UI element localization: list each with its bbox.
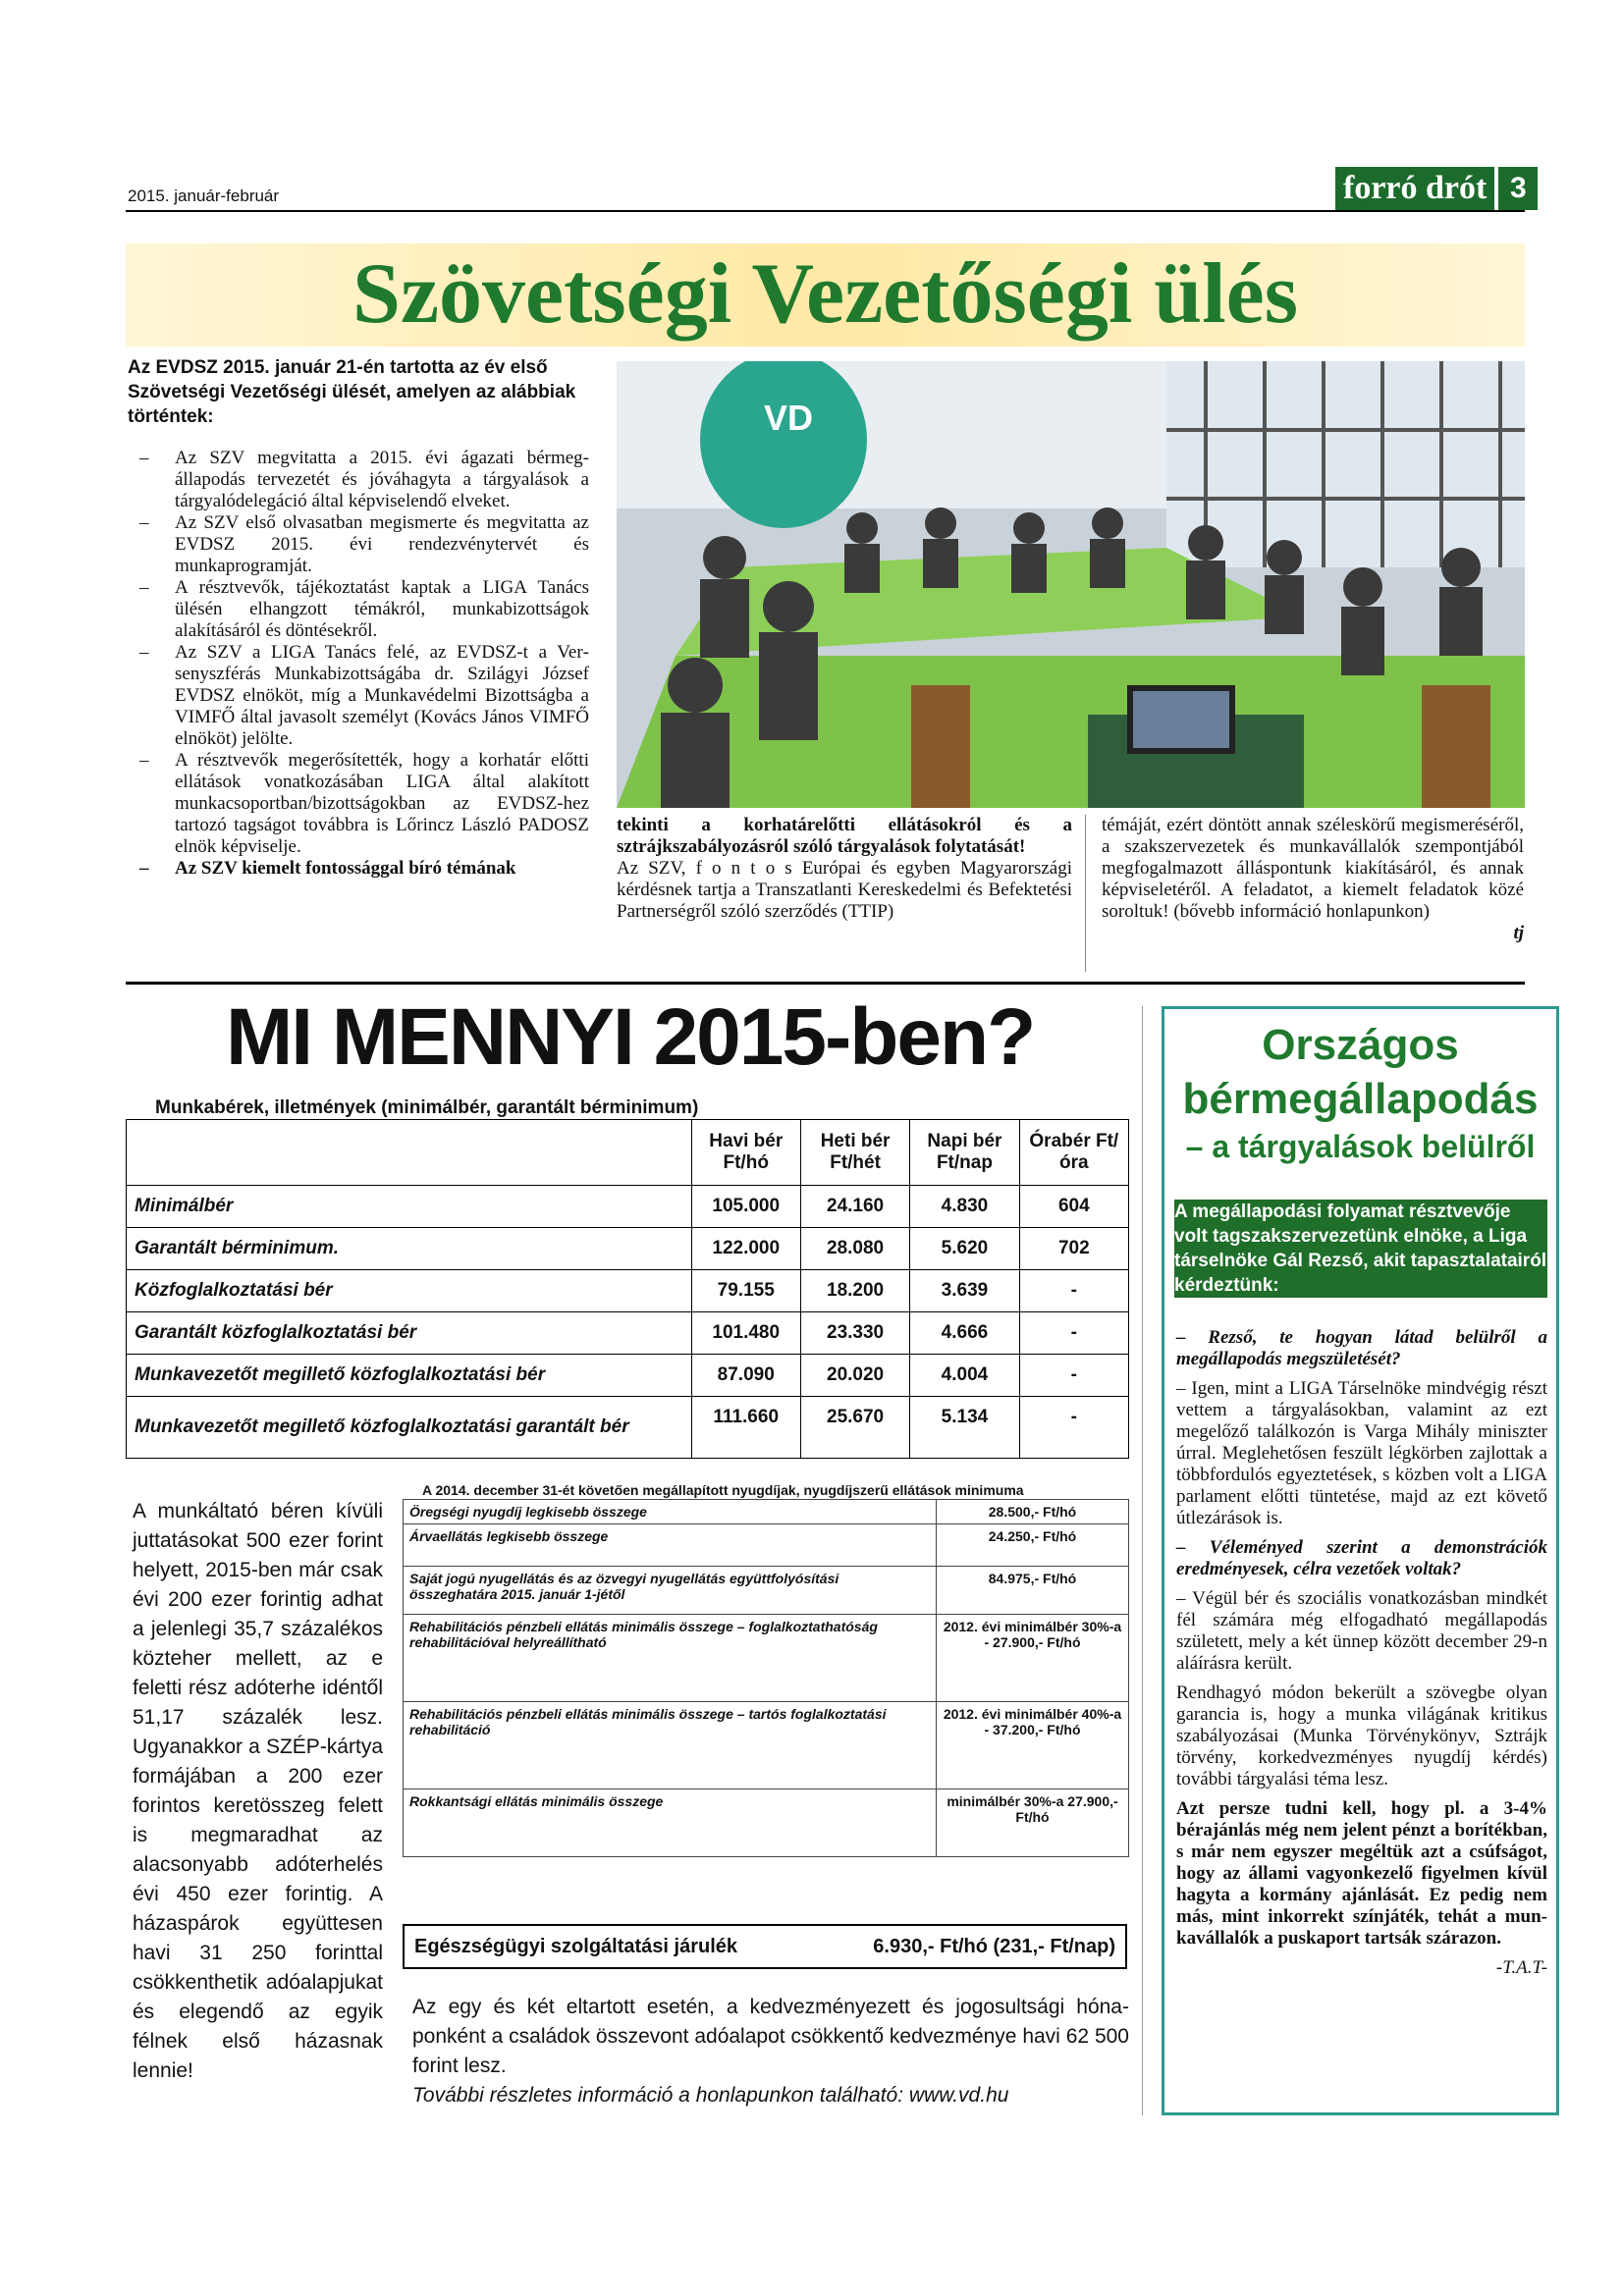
table-cell: 79.155 xyxy=(691,1270,800,1312)
table-header-empty xyxy=(127,1120,692,1186)
bullet-item: – A résztvevők, tájékoztatást kaptak a LIGA Tanács ülésén elhangzott témákról, munkabizottságok alakításáról és döntésekről. xyxy=(128,577,589,642)
table-row xyxy=(127,1397,1129,1459)
table-row xyxy=(404,1524,1129,1567)
meeting-photo xyxy=(617,361,1525,808)
row-label: Rehabilitációs pénzbeli ellátás minimális összege – foglalkoztathatóság rehabilitációval helyreállítható xyxy=(404,1615,937,1702)
row-label: Közfoglalkoztatási bér xyxy=(127,1270,692,1312)
sidebar-subtitle: – a tárgyalások belülről xyxy=(1185,1129,1536,1164)
interview-answer: – Igen, mint a LIGA Társelnöke mindvégig részt vettem a tárgyalásokban, valamint az ezt megelőző találkozón is Varga Mihály miniszter úrral. Meglehetősen feszült légkörben zajlottak a többfordulós egyeztetések, s közben volt a LIGA parlament előtti tüntetése, majd az ezt követő útlezárások is. xyxy=(1176,1378,1547,1528)
table-cell: - xyxy=(1019,1312,1128,1355)
table-cell: minimálbér 30%-a 27.900,- Ft/hó xyxy=(937,1789,1129,1857)
table-cell: 28.500,- Ft/hó xyxy=(937,1500,1129,1524)
interview-question: – Rezső, te hogyan látad belülről a megállapodás megszületését? xyxy=(1176,1327,1547,1369)
masthead-logo xyxy=(1335,167,1538,210)
article-column-2 xyxy=(617,815,1072,923)
table-row xyxy=(404,1567,1129,1615)
table-header: Heti bér Ft/hét xyxy=(800,1120,909,1186)
table-row xyxy=(127,1186,1129,1228)
author-signature: tj xyxy=(1513,923,1524,943)
row-label: Minimálbér xyxy=(127,1186,692,1228)
table-cell: 604 xyxy=(1019,1186,1128,1228)
table-row xyxy=(127,1312,1129,1355)
table-row xyxy=(404,1500,1129,1524)
table-row xyxy=(127,1355,1129,1397)
table-cell: 4.666 xyxy=(910,1312,1019,1355)
bullet-item: – Az SZV a LIGA Tanács felé, az EVDSZ-t a Versenyszférás Munkabizottságába dr. Szilágyi József EVDSZ elnököt, míg a Munkavédelmi Bizottságba a VIMFŐ által javasolt személyt (Kovács János VIMFŐ elnököt) jelölte. xyxy=(128,642,589,750)
sidebar-divider xyxy=(1142,1006,1143,2115)
table-cell: 28.080 xyxy=(800,1228,909,1270)
table-cell: 111.660 xyxy=(691,1397,800,1459)
article-column-3 xyxy=(1102,815,1524,944)
table-row xyxy=(404,1615,1129,1702)
row-label: Rokkantsági ellátás minimális összege xyxy=(404,1789,937,1857)
row-label: Rehabilitációs pénzbeli ellátás minimális összege – tartós foglalkoztatási rehabilitáció xyxy=(404,1702,937,1789)
row-label: Saját jogú nyugellátás és az özvegyi nyugellátás együttfolyósítási összeghatára 2015. január 1-jétől xyxy=(404,1567,937,1615)
website-link-text: További részletes információ a honlapunkon található: www.vd.hu xyxy=(412,2084,1009,2107)
section-divider xyxy=(126,982,1525,985)
table-cell: - xyxy=(1019,1397,1128,1459)
bullet-item: – A résztvevők megerősítették, hogy a korhatár előtti ellátások vonatkozásában LIGA által alakított munkacsoportban/bizottságokban az EVDSZ-hez tartozó tagságot továbbra is Lőrincz László PADOSZ elnök képviselje. xyxy=(128,750,589,858)
bullet-item: – Az SZV kiemelt fontossággal bíró témának xyxy=(128,858,589,880)
sidebar-interview xyxy=(1176,1327,1547,1979)
table-cell: 25.670 xyxy=(800,1397,909,1459)
table-header: Napi bér Ft/nap xyxy=(910,1120,1019,1186)
brand-name: forró drót xyxy=(1335,167,1494,210)
health-label: Egészségügyi szolgáltatási járulék xyxy=(414,1935,738,1957)
table-cell: - xyxy=(1019,1355,1128,1397)
row-label: Munkavezetőt megillető közfoglalkoztatási bér xyxy=(127,1355,692,1397)
issue-date: 2015. január-február xyxy=(128,187,280,205)
table-cell: 5.134 xyxy=(910,1397,1019,1459)
col2-text: Az SZV, f o n t o s Európai és egyben Magyarországi kérdésnek tartja a Transzatlanti Kereskedelmi és Befektetési Partnerségről szóló szerződés (TTIP) xyxy=(617,858,1072,922)
table-cell: 702 xyxy=(1019,1228,1128,1270)
sidebar-signature: -T.A.T- xyxy=(1495,1957,1547,1978)
sidebar-intro: A megállapodási folyamat résztvevője volt tagszakszervezetünk elnöke, a Liga társelnöke Gál Rezső, akit tapasztalatairól kérdeztünk: xyxy=(1174,1201,1547,1296)
table-cell: 24.250,- Ft/hó xyxy=(937,1524,1129,1567)
row-label: Garantált közfoglalkoztatási bér xyxy=(127,1312,692,1355)
wages-table xyxy=(126,1119,1129,1459)
col3-text: témáját, ezért döntött annak széleskörű megismeréséről, a szakszervezetek és munkavállalók szempontjából megfogalmazott álláspontunk kiakításáról, és annak képviseletéről. A feladatot, a kiemelt feladatok közé soroltuk! (bővebb információ honlapunkon) xyxy=(1102,815,1524,922)
table-row xyxy=(404,1702,1129,1789)
bullet-list xyxy=(128,448,589,880)
row-label: Árvaellátás legkisebb összege xyxy=(404,1524,937,1567)
table-cell: 20.020 xyxy=(800,1355,909,1397)
bullet-item: – Az SZV első olvasatban megismerte és megvitatta az EVDSZ 2015. évi rendezvénytervét és munkaprogramját. xyxy=(128,512,589,577)
table-cell: 18.200 xyxy=(800,1270,909,1312)
col2-bold-text: tekinti a korhatárelőtti ellátásokról és a sztrájkszabályozásról szóló tárgyalások folytatását! xyxy=(617,815,1072,857)
table-cell: 122.000 xyxy=(691,1228,800,1270)
interview-paragraph: Rendhagyó módon bekerült a szövegbe olyan garancia is, hogy a munka világának kritikus szabályozásai (Munka Törvénykönyv, Sztrájk törvény, korkedvezményes nyugdíj kérdés) további tárgyalási téma lesz. xyxy=(1176,1682,1547,1789)
sidebar-title-line1: Országos xyxy=(1262,1021,1459,1069)
fringe-benefits-text: A munkáltató béren kívüli juttatásokat 500 ezer forint helyett, 2015-ben már csak évi 200 ezer forintig adhat a jelenlegi 35,7 százalékos közteher mellett, az e feletti rész adóterhe idéntől 51,17 százalék lesz. Ugyanakkor a SZÉP-kártya formájában a 200 ezer forintos keretösszeg felett is megmaradhat az alacsonyabb adóterhelés évi 450 ezer forintig. A házaspárok együttesen havi 31 250 forinttal csökkenthetik adóalapjukat és elegendő az egyik félnek első házasnak lennie! xyxy=(133,1500,383,2082)
table-cell: 23.330 xyxy=(800,1312,909,1355)
table-row xyxy=(404,1789,1129,1857)
table-cell: 5.620 xyxy=(910,1228,1019,1270)
sidebar-title-line2: bérmegállapodás xyxy=(1182,1075,1539,1123)
article-title: Szövetségi Vezetőségi ülés xyxy=(352,246,1298,342)
table-cell: 87.090 xyxy=(691,1355,800,1397)
pensions-caption: A 2014. december 31-ét követően megállapított nyugdíjak, nyugdíjszerű ellátások minimuma xyxy=(422,1482,1024,1498)
article-intro: Az EVDSZ 2015. január 21-én tartotta az év első Szövetségi Vezetőségi ülését, amelyen az alábbiak történtek: xyxy=(128,357,576,427)
health-value: 6.930,- Ft/hó (231,- Ft/nap) xyxy=(873,1935,1115,1957)
row-label: Öregségi nyugdíj legkisebb összege xyxy=(404,1500,937,1524)
wages-caption: Munkabérek, illetmények (minimálbér, garantált bérminimum) xyxy=(155,1097,699,1118)
table-header: Havi bér Ft/hó xyxy=(691,1120,800,1186)
svg-text:VD: VD xyxy=(764,398,814,438)
column-divider xyxy=(1085,815,1086,972)
table-cell: 101.480 xyxy=(691,1312,800,1355)
table-header: Órabér Ft/óra xyxy=(1019,1120,1128,1186)
table-cell: 2012. évi minimálbér 40%-a - 37.200,- Ft/hó xyxy=(937,1702,1129,1789)
table-cell: 3.639 xyxy=(910,1270,1019,1312)
bullet-item: – Az SZV megvitatta a 2015. évi ágazati bérmegállapodás tervezetét és jóváhagyta a tárgyalások a tárgyalódelegáció által képviselendő elveket. xyxy=(128,448,589,512)
header-rule xyxy=(126,210,1525,212)
allowance-text: Az egy és két eltartott esetén, a kedvezményezett és jogosultsági hónaponként a családok összevont adóalapot csökkentő kedvezménye havi 62 500 forint lesz. xyxy=(412,1996,1129,2077)
table-cell: - xyxy=(1019,1270,1128,1312)
table-cell: 2012. évi minimálbér 30%-a - 27.900,- Ft/hó xyxy=(937,1615,1129,1702)
table-cell: 24.160 xyxy=(800,1186,909,1228)
row-label: Munkavezetőt megillető közfoglalkoztatási garantált bér xyxy=(127,1397,692,1459)
table-cell: 4.830 xyxy=(910,1186,1019,1228)
interview-answer: – Végül bér és szociális vonatkozásban mindkét fél számára még elfogadható megállapodás született, mely a két ünnep között december 29-n aláírásra került. xyxy=(1176,1588,1547,1674)
interview-question: – Véleményed szerint a demonstrációk eredményesek, célra vezetőek voltak? xyxy=(1176,1537,1547,1579)
pensions-table xyxy=(403,1499,1129,1857)
table-cell: 105.000 xyxy=(691,1186,800,1228)
wages-heading: MI MENNYI 2015-ben? xyxy=(226,992,1035,1082)
table-header-row xyxy=(127,1120,1129,1186)
table-cell: 4.004 xyxy=(910,1355,1019,1397)
family-allowance-text xyxy=(412,1993,1129,2110)
page-number: 3 xyxy=(1498,167,1538,210)
row-label: Garantált bérminimum. xyxy=(127,1228,692,1270)
table-row xyxy=(127,1270,1129,1312)
table-row xyxy=(127,1228,1129,1270)
health-contribution-box xyxy=(403,1924,1127,1969)
interview-conclusion: Azt persze tudni kell, hogy pl. a 3-4% bérajánlás még nem jelent pénzt a borítékban, s már nem egyszer megéltük azt a csúfságot, hogy az állami vagyonkezelő figyelmen kívül hagyta a kormány ajánlását. Ez pedig nem más, mint inkorrekt színjáték, tehát a munkavállalók a puskaport tartsák szárazon. xyxy=(1176,1798,1547,1949)
table-cell: 84.975,- Ft/hó xyxy=(937,1567,1129,1615)
